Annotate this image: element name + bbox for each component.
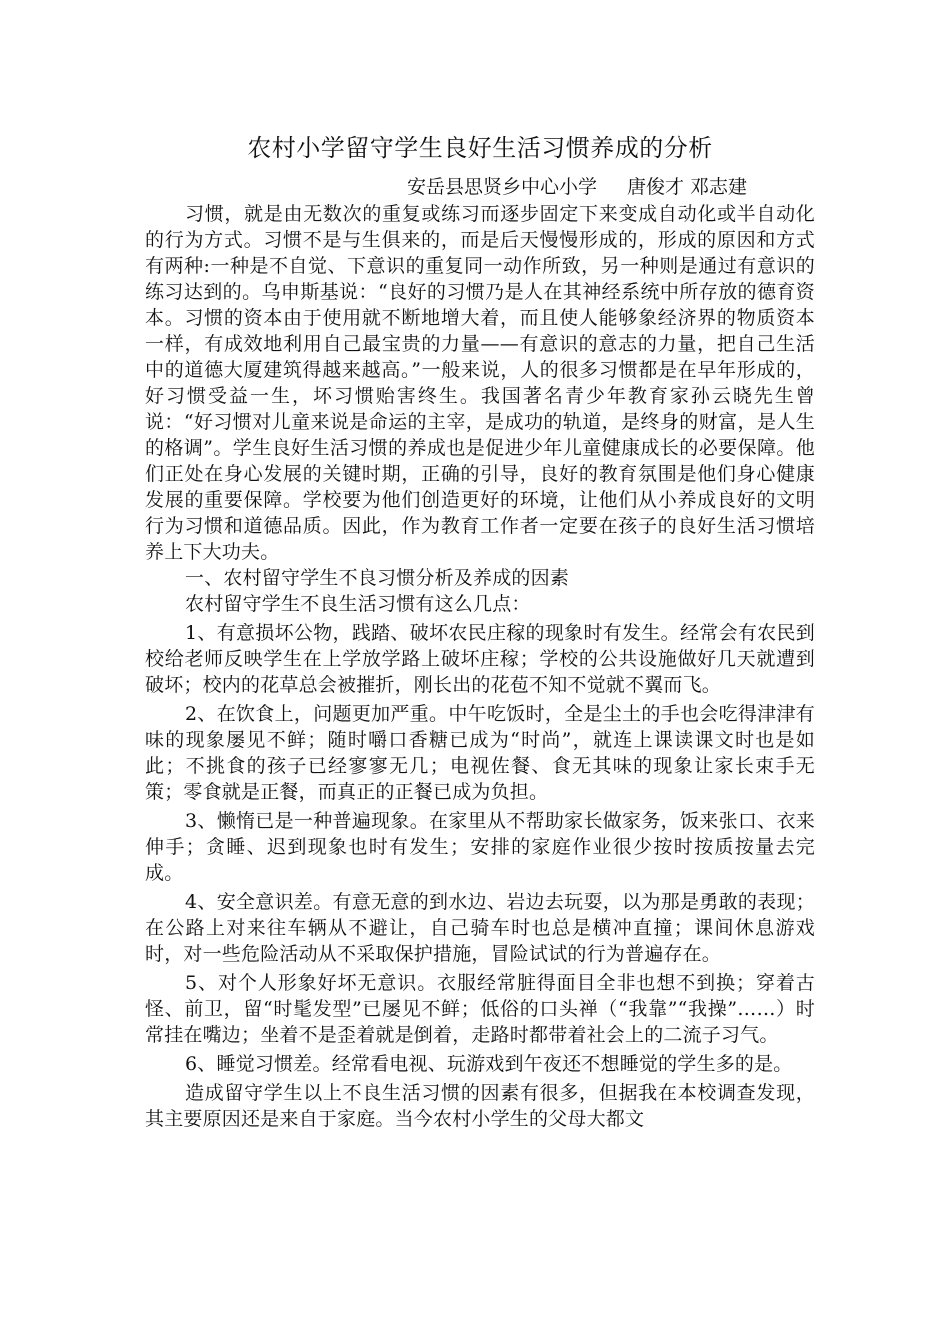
- paragraph-item-5: 5、对个人形象好坏无意识。衣服经常脏得面目全非也想不到换；穿着古怪、前卫，留“时髦发型”已屡见不鲜；低俗的口头禅（“我靠”“我操”……）时常挂在嘴边；坐着不是歪着就是倒着，走路时都带着社会上的二流子习气。: [145, 972, 815, 1046]
- document-title: 农村小学留守学生良好生活习惯养成的分析: [247, 134, 713, 162]
- paragraph-item-3: 3、懒惰已是一种普遍现象。在家里从不帮助家长做家务，饭来张口、衣来伸手；贪睡、迟到现象也时有发生；安排的家庭作业很少按时按质按量去完成。: [145, 810, 815, 884]
- author-names: 唐俊才 邓志建: [627, 176, 748, 198]
- author-byline: [145, 174, 815, 201]
- paragraph-intro: 习惯，就是由无数次的重复或练习而逐步固定下来变成自动化或半自动化的行为方式。习惯不是与生俱来的，而是后天慢慢形成的，形成的原因和方式有两种:一种是不自觉、下意识的重复同一动作所致，另一种则是通过有意识的练习达到的。乌申斯基说：“良好的习惯乃是人在其神经系统中所存放的德育资本。习惯的资本由于使用就不断地增大着，而且使人能够象经济界的物质资本一样，有成效地利用自己最宝贵的力量——有意识的意志的力量，把自己生活中的道德大厦建筑得越来越高。”一般来说，人的很多习惯都是在早年形成的，好习惯受益一生，坏习惯贻害终生。我国著名青少年教育家孙云晓先生曾说：“好习惯对儿童来说是命运的主宰，是成功的轨道，是终身的财富，是人生的格调”。学生良好生活习惯的养成也是促进少年儿童健康成长的必要保障。他们正处在身心发展的关键时期，正确的引导，良好的教育氛围是他们身心健康发展的重要保障。学校要为他们创造更好的环境，让他们从小养成良好的文明行为习惯和道德品质。因此，作为教育工作者一定要在孩子的良好生活习惯培养上下大功夫。: [145, 203, 815, 563]
- section-heading-1: 一、农村留守学生不良习惯分析及养成的因素: [185, 567, 570, 589]
- paragraph-item-1: 1、有意损坏公物，践踏、破坏农民庄稼的现象时有发生。经常会有农民到校给老师反映学生在上学放学路上破坏庄稼；学校的公共设施做好几天就遭到破坏；校内的花草总会被摧折，刚长出的花苞不知不觉就不翼而飞。: [145, 622, 815, 696]
- paragraph-item-4: 4、安全意识差。有意无意的到水边、岩边去玩耍，以为那是勇敢的表现；在公路上对来往车辆从不避让，自己骑车时也总是横冲直撞；课间休息游戏时，对一些危险活动从不采取保护措施，冒险试试的行为普遍存在。: [145, 891, 815, 965]
- paragraph-item-6: 6、睡觉习惯差。经常看电视、玩游戏到午夜还不想睡觉的学生多的是。: [185, 1053, 793, 1075]
- paragraph-causes: 造成留守学生以上不良生活习惯的因素有很多，但据我在本校调查发现，其主要原因还是来自于家庭。当今农村小学生的父母大都文: [145, 1082, 815, 1130]
- paragraph-item-2: 2、在饮食上，问题更加严重。中午吃饭时，全是尘土的手也会吃得津津有味的现象屡见不鲜；随时嚼口香糖已成为“时尚”，就连上课读课文时也是如此；不挑食的孩子已经寥寥无几；电视佐餐、食无其味的现象让家长束手无策；零食就是正餐，而真正的正餐已成为负担。: [145, 703, 815, 803]
- school-name: 安岳县思贤乡中心小学: [407, 176, 598, 198]
- document-page: [145, 128, 815, 1135]
- paragraph-bad-habits-lead: 农村留守学生不良生活习惯有这么几点：: [185, 593, 531, 615]
